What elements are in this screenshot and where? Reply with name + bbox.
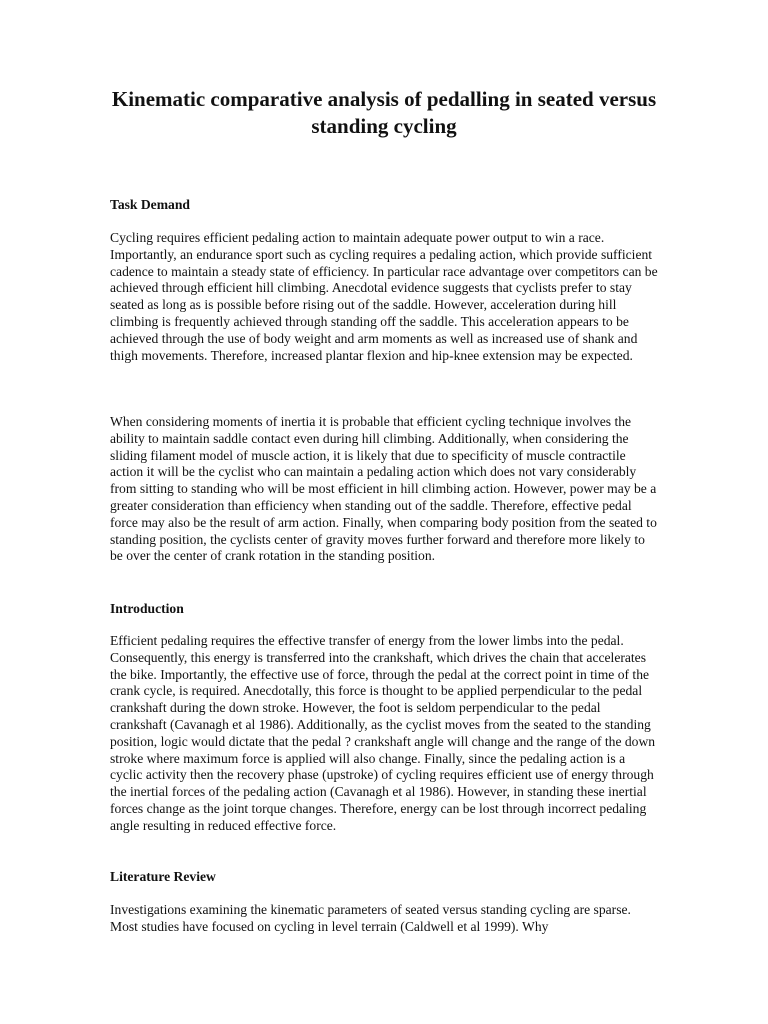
section-heading-task-demand: Task Demand	[110, 197, 190, 212]
document-title: Kinematic comparative analysis of pedalling in seated versus standing cycling	[111, 87, 657, 138]
paragraph-task-demand-1: Cycling requires efficient pedaling action to maintain adequate power output to win a race. Importantly, an endurance sport such as cycling requires a pedaling action, which provide sufficient cadence to maintain a steady state of efficiency. In particular race advantage over competitors can be achieved through efficient hill climbing. Anecdotal evidence suggests that cyclists prefer to stay seated as long as is possible before rising out of the saddle. However, acceleration during hill climbing is frequently achieved through standing off the saddle. This acceleration appears to be achieved through the use of body weight and arm moments as well as increased use of shank and thigh movements. Therefore, increased plantar flexion and hip-knee extension may be expected.	[110, 230, 658, 363]
section-heading-introduction: Introduction	[110, 601, 184, 616]
paragraph-introduction: Efficient pedaling requires the effective transfer of energy from the lower limbs into the pedal. Consequently, this energy is transferred into the crankshaft, which drives the chain that accelerates the bike. Importantly, the effective use of force, through the pedal at the correct point in time of the crank cycle, is required. Anecdotally, this force is thought to be applied perpendicular to the pedal crankshaft during the down stroke. However, the foot is seldom perpendicular to the pedal crankshaft (Cavanagh et al 1986). Additionally, as the cyclist moves from the seated to the standing position, logic would dictate that the pedal ? crankshaft angle will change and the range of the down stroke where maximum force is applied will also change. Finally, since the pedaling action is a cyclic activity then the recovery phase (upstroke) of cycling requires efficient use of energy through the inertial forces of the pedaling action (Cavanagh et al 1986). However, in standing these inertial forces change as the joint torque changes. Therefore, energy can be lost through incorrect pedaling angle resulting in reduced effective force.	[110, 633, 656, 833]
paragraph-task-demand-2: When considering moments of inertia it is probable that efficient cycling technique involves the ability to maintain saddle contact even during hill climbing. Additionally, when considering the sliding filament model of muscle action, it is likely that due to specificity of muscle contractile action it will be the cyclist who can maintain a pedaling action which does not vary considerably from sitting to standing who will be most efficient in hill climbing action. However, power may be a greater consideration than efficiency when standing out of the saddle. Therefore, effective pedal force may also be the result of arm action. Finally, when comparing body position from the seated to standing position, the cyclists center of gravity moves further forward and therefore more likely to be over the center of crank rotation in the standing position.	[110, 414, 657, 564]
section-heading-literature-review: Literature Review	[110, 869, 216, 884]
paragraph-literature-review: Investigations examining the kinematic parameters of seated versus standing cycling are sparse. Most studies have focused on cycling in level terrain (Caldwell et al 1999). Why	[110, 902, 631, 934]
